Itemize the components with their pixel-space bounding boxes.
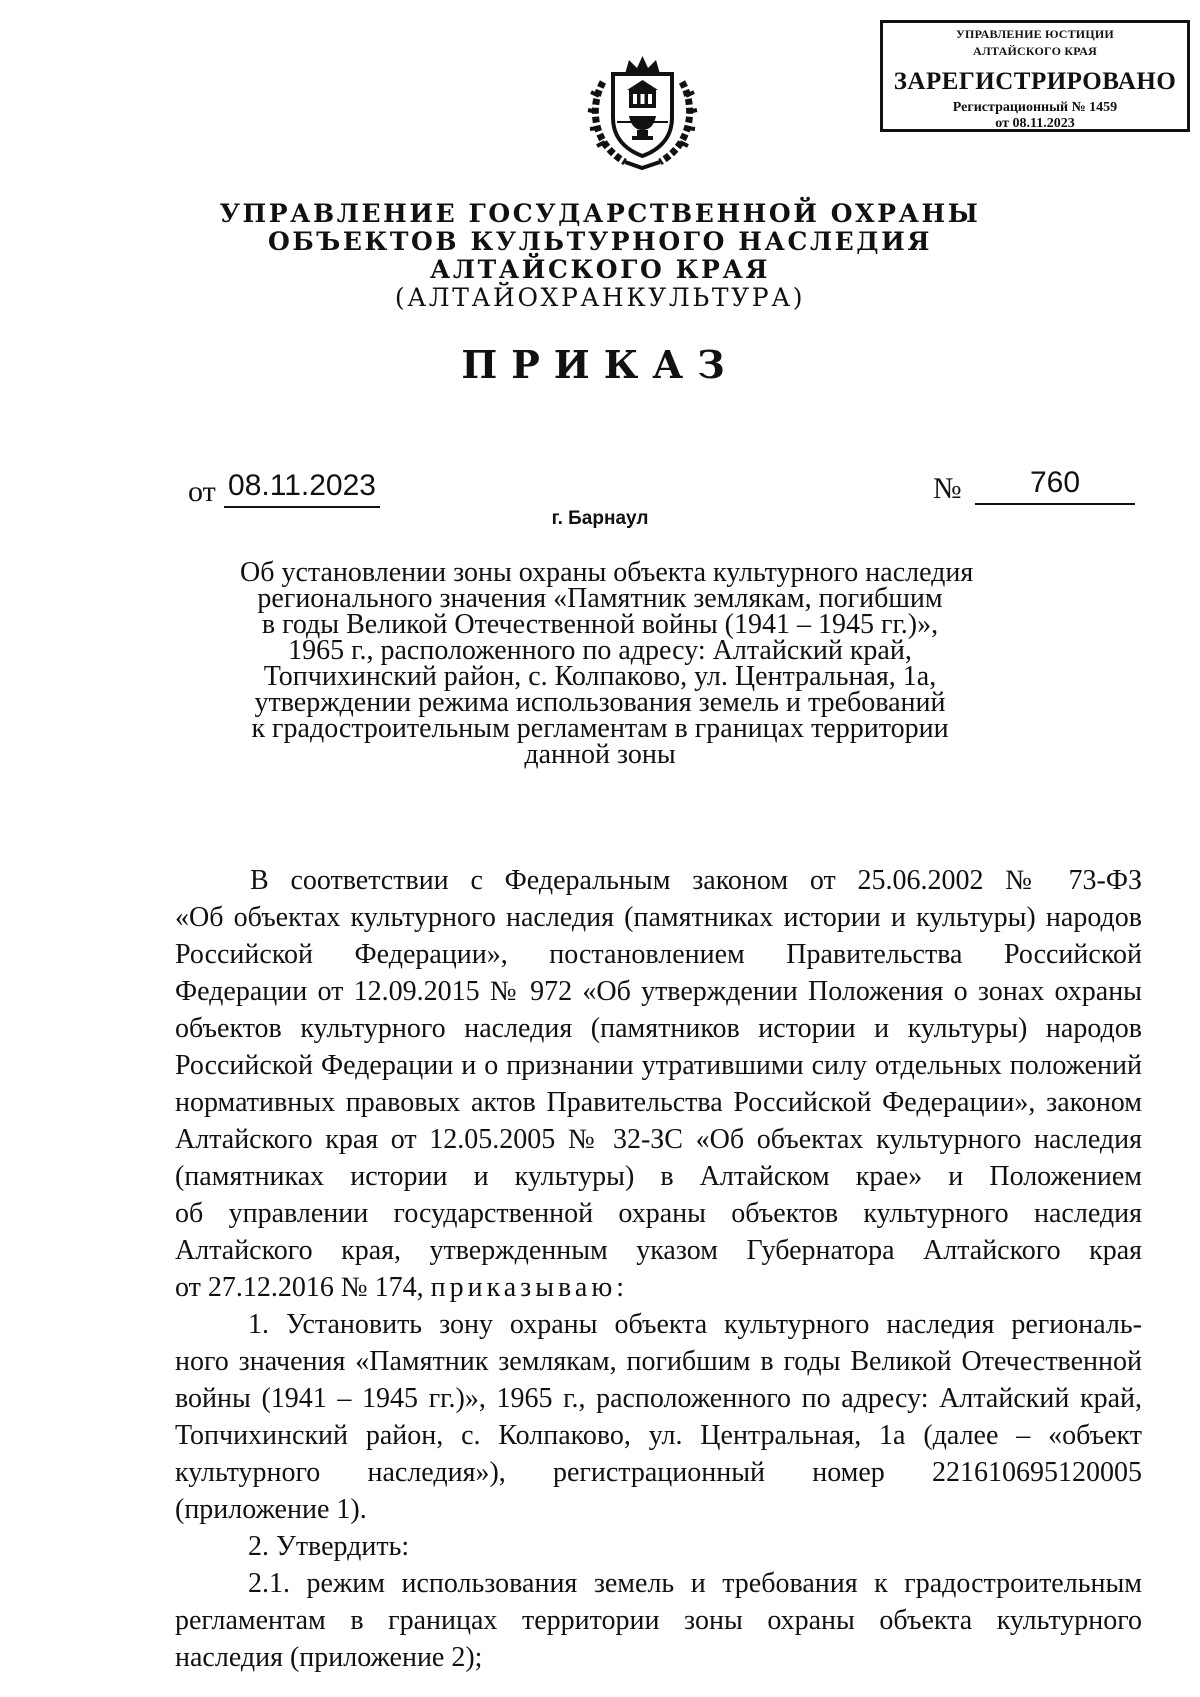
preamble-last-prefix: от 27.12.2016 № 174, <box>175 1272 424 1303</box>
org-name-line1: УПРАВЛЕНИЕ ГОСУДАРСТВЕННОЙ ОХРАНЫ <box>219 199 981 228</box>
preamble-line: Российской Федерации и о признании утратившими силу отдельных положений <box>175 1050 1142 1081</box>
item1-line: (приложение 1). <box>175 1494 367 1525</box>
altai-krai-coat-of-arms-icon <box>585 52 700 172</box>
order-number: 760 <box>975 465 1135 505</box>
stamp-reg-number: Регистрационный № 1459 <box>952 100 1118 115</box>
subject-line: Об установлении зоны охраны объекта культурного наследия <box>240 557 974 588</box>
document-type-title: ПРИКАЗ <box>461 342 739 387</box>
stamp-org-line1: УПРАВЛЕНИЕ ЮСТИЦИИ <box>956 27 1114 41</box>
subject-line: данной зоны <box>524 739 676 770</box>
preamble-line: об управлении государственной охраны объектов культурного наследия <box>175 1198 1142 1229</box>
org-name-line3: АЛТАЙСКОГО КРАЯ <box>429 255 771 284</box>
stamp-org-line2: АЛТАЙСКОГО КРАЯ <box>973 44 1097 58</box>
item2-1-line: регламентам в границах территории зоны охраны объекта культурного <box>175 1605 1142 1636</box>
registration-stamp <box>880 20 1190 132</box>
order-body <box>175 862 1142 1676</box>
subject-line: Топчихинский район, с. Колпаково, ул. Центральная, 1а, <box>263 661 937 692</box>
date-label: от <box>188 475 216 508</box>
item1-line: ного значения «Памятник землякам, погибшим в годы Великой Отечественной <box>175 1346 1142 1377</box>
subject-line: утверждении режима использования земель и требований <box>254 687 946 718</box>
item2-1-line: 2.1. режим использования земель и требования к градостроительным <box>248 1568 1142 1599</box>
preamble-last-line <box>175 1269 1142 1306</box>
order-date: 08.11.2023 <box>224 468 380 508</box>
preamble-line: Федерации от 12.09.2015 № 972 «Об утверждении Положения о зонах охраны <box>175 976 1142 1007</box>
stamp-status: ЗАРЕГИСТРИРОВАНО <box>893 68 1177 95</box>
order-subject <box>240 557 974 770</box>
subject-line: регионального значения «Памятник землякам, погибшим <box>257 583 943 614</box>
subject-line: в годы Великой Отечественной войны (1941 – 1945 гг.)», <box>261 609 939 640</box>
item1-line: Топчихинский район, с. Колпаково, ул. Центральная, 1а (далее – «объект <box>175 1420 1142 1451</box>
subject-line: 1965 г., расположенного по адресу: Алтайский край, <box>288 635 912 666</box>
preamble-line: В соответствии с Федеральным законом от 25.06.2002 № 73-ФЗ <box>250 865 1142 896</box>
order-verb: приказываю: <box>430 1272 629 1303</box>
number-label: № <box>933 472 962 505</box>
item2-1-line: наследия (приложение 2); <box>175 1642 483 1673</box>
city: г. Барнаул <box>551 508 649 529</box>
preamble-line: нормативных правовых актов Правительства Российской Федерации», законом <box>175 1087 1142 1118</box>
preamble-line: (памятниках истории и культуры) в Алтайском крае» и Положением <box>175 1161 1142 1192</box>
preamble-line: объектов культурного наследия (памятников истории и культуры) народов <box>175 1013 1142 1044</box>
item2-heading: 2. Утвердить: <box>248 1531 410 1562</box>
subject-line: к градостроительным регламентам в границах территории <box>251 713 949 744</box>
preamble-line: «Об объектах культурного наследия (памятниках истории и культуры) народов <box>175 902 1142 933</box>
org-short-name: (АЛТАЙОХРАНКУЛЬТУРА) <box>394 283 806 312</box>
preamble-line: Алтайского края от 12.05.2005 № 32-ЗС «Об объектах культурного наследия <box>175 1124 1142 1155</box>
item1-line: войны (1941 – 1945 гг.)», 1965 г., расположенного по адресу: Алтайский край, <box>175 1383 1142 1414</box>
org-name-line2: ОБЪЕКТОВ КУЛЬТУРНОГО НАСЛЕДИЯ <box>268 227 932 256</box>
item1-line: 1. Установить зону охраны объекта культурного наследия региональ- <box>248 1309 1142 1340</box>
item1-line: культурного наследия»), регистрационный номер 221610695120005 <box>175 1457 1142 1488</box>
stamp-reg-date: от 08.11.2023 <box>995 116 1075 131</box>
preamble-line: Алтайского края, утвержденным указом Губернатора Алтайского края <box>175 1235 1142 1266</box>
preamble-line: Российской Федерации», постановлением Правительства Российской <box>175 939 1142 970</box>
